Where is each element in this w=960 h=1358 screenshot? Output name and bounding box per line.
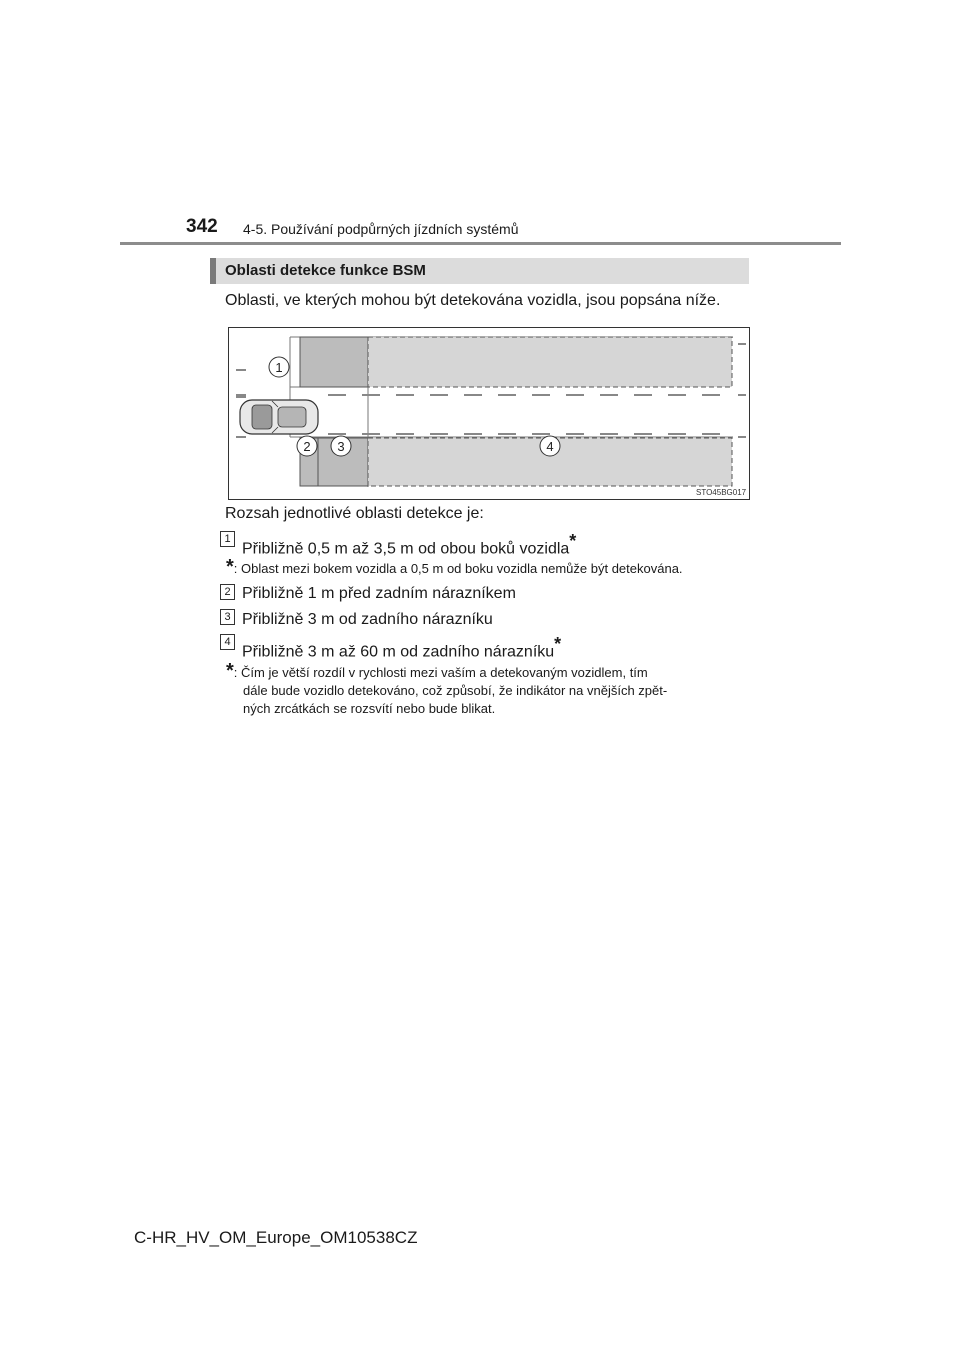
section-heading-accent xyxy=(210,258,216,284)
zone-1-top-near xyxy=(300,337,368,387)
diagram-label-1-text: 1 xyxy=(275,360,283,375)
diagram-code: STO45BG017 xyxy=(696,488,747,497)
header-divider xyxy=(120,242,841,245)
footnote-1 xyxy=(226,558,683,578)
range-item-4-text: Přibližně 3 m až 60 m od zadního nárazníku xyxy=(242,643,555,661)
footnote-1-star: * xyxy=(226,556,234,578)
section-heading-title: Oblasti detekce funkce BSM xyxy=(225,262,426,279)
section-heading xyxy=(210,258,749,284)
diagram-label-2-text: 2 xyxy=(303,439,311,454)
footnote-2-line-3: ných zrcátkách se rozsvítí nebo bude blikat. xyxy=(243,701,496,716)
range-item-1-star: * xyxy=(569,531,577,551)
item-number-1: 1 xyxy=(220,531,235,547)
range-item-1 xyxy=(242,531,576,558)
footnote-1-text: : Oblast mezi bokem vozidla a 0,5 m od boku vozidla nemůže být detekována. xyxy=(233,561,683,576)
ranges-heading: Rozsah jednotlivé oblasti detekce je: xyxy=(225,505,484,522)
range-item-3: Přibližně 3 m od zadního nárazníku xyxy=(242,611,493,628)
item-number-3: 3 xyxy=(220,609,235,625)
range-item-2: Přibližně 1 m před zadním nárazníkem xyxy=(242,585,516,602)
range-item-1-text: Přibližně 0,5 m až 3,5 m od obou boků vozidla xyxy=(242,540,570,558)
item-number-2: 2 xyxy=(220,584,235,600)
page-number: 342 xyxy=(186,216,218,237)
chapter-title: 4-5. Používání podpůrných jízdních systémů xyxy=(243,221,519,237)
car-top-view xyxy=(240,400,318,434)
diagram-label-3-text: 3 xyxy=(337,439,345,454)
range-item-4-star: * xyxy=(554,634,562,654)
zone-4-top xyxy=(368,337,732,387)
footnote-2-line-1: : Čím je větší rozdíl v rychlosti mezi vaším a detekovaným vozidlem, tím xyxy=(233,665,648,680)
bsm-detection-diagram xyxy=(228,327,750,500)
range-item-4 xyxy=(242,634,561,661)
footnote-2-star: * xyxy=(226,660,234,682)
intro-paragraph: Oblasti, ve kterých mohou být detekována vozidla, jsou popsána níže. xyxy=(225,292,721,309)
footnote-2-line-2: dále bude vozidlo detekováno, což způsobí, že indikátor na vnějších zpět- xyxy=(243,683,668,698)
document-id: C-HR_HV_OM_Europe_OM10538CZ xyxy=(134,1228,418,1247)
diagram-label-4-text: 4 xyxy=(546,439,554,454)
footnote-2 xyxy=(226,662,746,718)
item-number-4: 4 xyxy=(220,634,235,650)
